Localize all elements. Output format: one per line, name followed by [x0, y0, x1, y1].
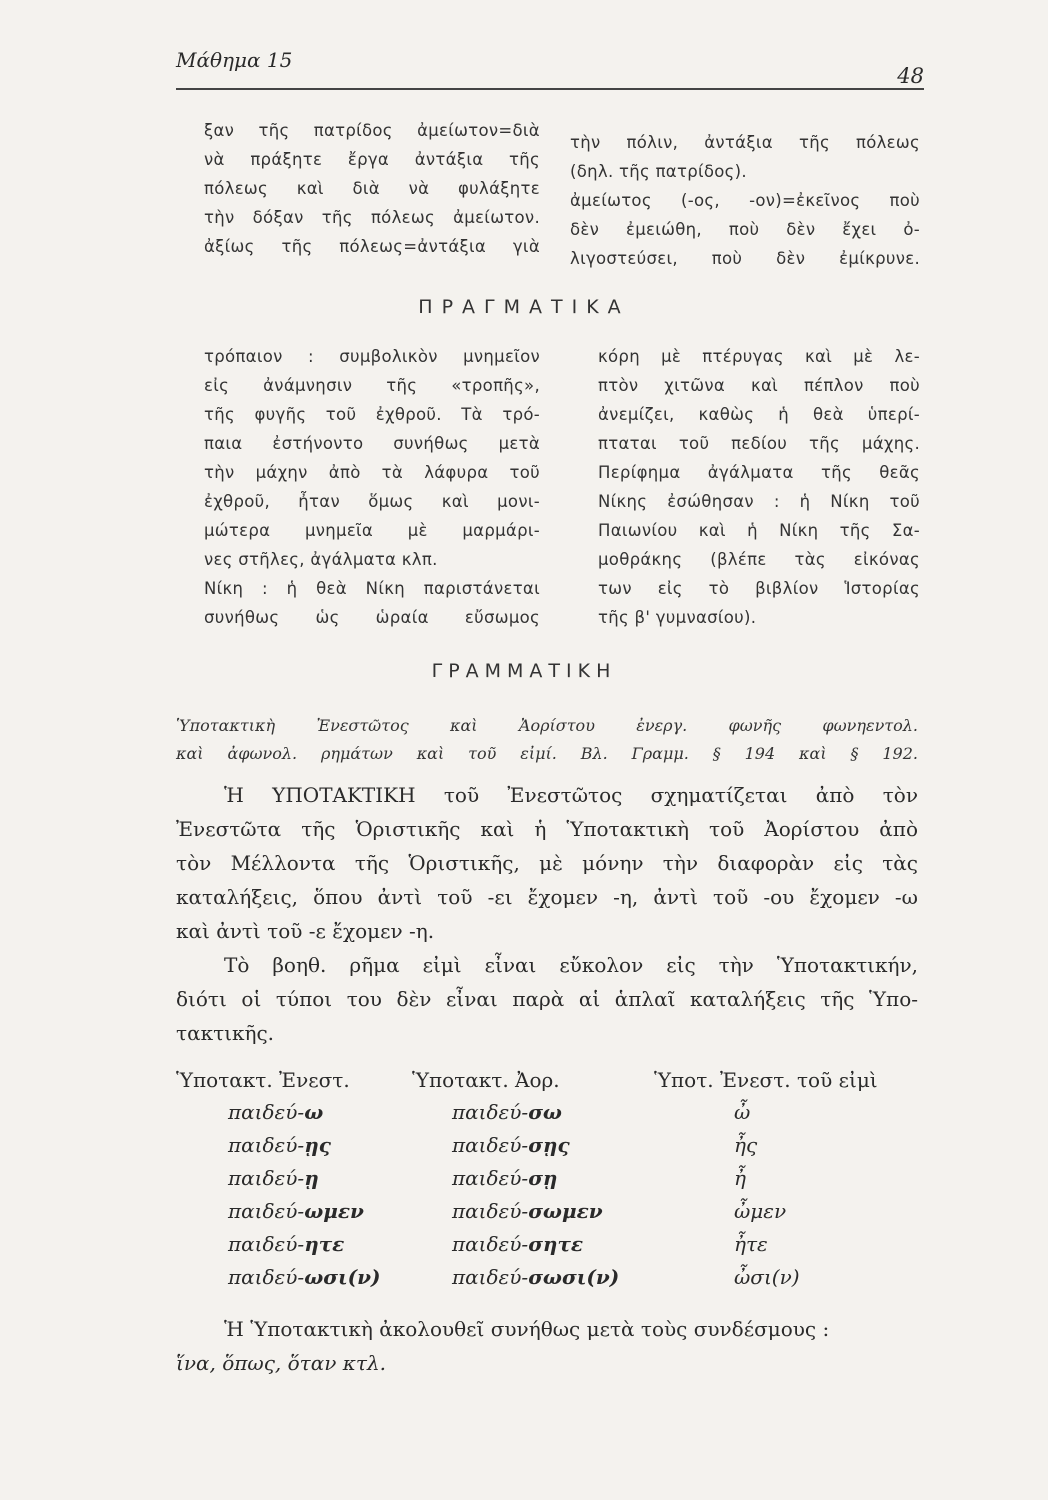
form-ending: σητε [528, 1232, 584, 1256]
table-cell [412, 1228, 619, 1261]
pragmatika-right-line: πτὸν χιτῶνα καὶ πέπλον ποὺ [598, 376, 920, 395]
pragmatika-right-line: ἀνεμίζει, καθὼς ἡ θεὰ ὑπερί- [598, 405, 920, 424]
form-ending: ῃς [304, 1133, 331, 1157]
table-cell [412, 1096, 619, 1129]
form-stem: παιδεύ- [228, 1199, 305, 1223]
table-column-present [176, 1064, 380, 1294]
pragmatika-right-line: Περίφημα ἀγάλματα τῆς θεᾶς [598, 463, 920, 482]
grammar-note [176, 712, 918, 768]
form-stem: παιδεύ- [452, 1166, 529, 1190]
grammar-note-line: Ὑποτακτικὴ Ἐνεστῶτος καὶ Ἀορίστου ἐνεργ. φωνῆς φωνηεντολ. [176, 716, 918, 735]
table-cell [176, 1195, 380, 1228]
form-stem: παιδεύ- [228, 1232, 305, 1256]
pragmatika-right-line: Νίκης ἐσώθησαν : ἡ Νίκη τοῦ [598, 492, 920, 511]
table-cell: ὦμεν [734, 1199, 787, 1223]
table-cell: ὦ [734, 1100, 751, 1124]
paragraph-line: καὶ ἀντὶ τοῦ -ε ἔχομεν -η. [176, 919, 435, 943]
table-column-aorist [412, 1064, 619, 1294]
table-cell: ἦς [734, 1133, 758, 1157]
pragmatika-right-column [598, 342, 920, 632]
table-cell [412, 1162, 619, 1195]
pragmatika-left-line: τὴν μάχην ἀπὸ τὰ λάφυρα τοῦ [204, 463, 540, 482]
vocab-left-line: ξαν τῆς πατρίδος ἀμείωτον=διὰ [204, 121, 540, 140]
vocab-left-line: πόλεως καὶ διὰ νὰ φυλάξητε [204, 179, 540, 198]
section-title-grammatiki: ΓΡΑΜΜΑΤΙΚΗ [431, 660, 617, 682]
pragmatika-left-line: ἐχθροῦ, ἦταν ὅμως καὶ μονι- [204, 492, 540, 511]
vocab-left-column [204, 116, 540, 261]
table-cell [176, 1228, 380, 1261]
table-cell: ἦτε [734, 1232, 768, 1256]
vocab-left-line: νὰ πράξητε ἔργα ἀντάξια τῆς [204, 150, 540, 169]
grammar-paragraph-1 [176, 778, 918, 948]
paragraph-line: τακτικῆς. [176, 1021, 275, 1045]
form-stem: παιδεύ- [228, 1133, 305, 1157]
pragmatika-right-line: τῆς β' γυμνασίου). [598, 608, 757, 627]
paragraph-line: Ἐνεστῶτα τῆς Ὁριστικῆς καὶ ἡ Ὑποτακτικὴ τοῦ Ἀορίστου ἀπὸ [176, 817, 918, 841]
page-header [176, 48, 924, 88]
vocab-right-line: (δηλ. τῆς πατρίδος). [570, 162, 747, 181]
vocab-right-line: λιγοστεύσει, ποὺ δὲν ἐμίκρυνε. [570, 249, 920, 268]
paragraph-line: Τὸ βοηθ. ρῆμα εἰμὶ εἶναι εὔκολον εἰς τὴν Ὑποτακτικήν, [224, 953, 918, 977]
vocab-right-column [570, 128, 920, 273]
form-ending: σωμεν [528, 1199, 603, 1223]
form-ending: σῃ [528, 1166, 558, 1190]
page-number: 48 [897, 64, 924, 88]
form-ending: ητε [304, 1232, 345, 1256]
form-stem: παιδεύ- [452, 1100, 529, 1124]
form-ending: σωσι(ν) [528, 1265, 620, 1289]
table-header: Ὑποτακτ. Ἐνεστ. [176, 1068, 350, 1092]
table-cell [176, 1096, 380, 1129]
table-cell [412, 1129, 619, 1162]
closing-line: ἵνα, ὅπως, ὅταν κτλ. [176, 1351, 386, 1375]
form-stem: παιδεύ- [452, 1265, 529, 1289]
pragmatika-left-line: τρόπαιον : συμβολικὸν μνημεῖον [204, 347, 540, 366]
pragmatika-right-line: κόρη μὲ πτέρυγας καὶ μὲ λε- [598, 347, 920, 366]
form-stem: παιδεύ- [452, 1232, 529, 1256]
pragmatika-left-line: συνήθως ὡς ὡραία εὔσωμος [204, 608, 540, 627]
lesson-title: Μάθημα 15 [176, 48, 293, 72]
form-ending: ωσι(ν) [304, 1265, 381, 1289]
section-title-pragmatika: ΠΡΑΓΜΑΤΙΚΑ [418, 296, 630, 318]
paragraph-line: τὸν Μέλλοντα τῆς Ὁριστικῆς, μὲ μόνην τὴν διαφορὰν εἰς τὰς [176, 851, 918, 875]
pragmatika-left-line: παια ἐστήνοντο συνήθως μετὰ [204, 434, 540, 453]
pragmatika-left-line: εἰς ἀνάμνησιν τῆς «τροπῆς», [204, 376, 540, 395]
grammar-paragraph-2 [176, 948, 918, 1050]
table-header: Ὑποτ. Ἐνεστ. τοῦ εἰμὶ [654, 1068, 878, 1092]
pragmatika-right-line: πταται τοῦ πεδίου τῆς μάχης. [598, 434, 920, 453]
header-rule [176, 88, 924, 90]
paragraph-line: διότι οἱ τύποι του δὲν εἶναι παρὰ αἱ ἁπλαῖ καταλήξεις τῆς Ὑπο- [176, 987, 918, 1011]
vocab-right-line: ἀμείωτος (-ος, -ον)=ἐκεῖνος ποὺ [570, 191, 920, 210]
table-cell [412, 1261, 619, 1294]
table-cell [176, 1261, 380, 1294]
conjugation-table [176, 1064, 918, 1304]
table-cell [176, 1129, 380, 1162]
table-cell: ἦ [734, 1166, 746, 1190]
form-ending: ωμεν [304, 1199, 364, 1223]
form-ending: σῃς [528, 1133, 570, 1157]
table-cell: ὦσι(ν) [734, 1265, 800, 1289]
table-header: Ὑποτακτ. Ἀορ. [412, 1068, 560, 1092]
vocab-right-line: δὲν ἐμειώθη, ποὺ δὲν ἔχει ὀ- [570, 220, 920, 239]
pragmatika-left-line: νες στῆλες, ἀγάλματα κλπ. [204, 550, 438, 569]
form-stem: παιδεύ- [228, 1265, 305, 1289]
vocab-right-line: τὴν πόλιν, ἀντάξια τῆς πόλεως [570, 133, 920, 152]
table-column-eimi [654, 1064, 878, 1294]
form-stem: παιδεύ- [228, 1166, 305, 1190]
paragraph-line: καταλήξεις, ὅπου ἀντὶ τοῦ -ει ἔχομεν -η, ἀντὶ τοῦ -ου ἔχομεν -ω [176, 885, 918, 909]
pragmatika-left-line: μώτερα μνημεῖα μὲ μαρμάρι- [204, 521, 540, 540]
pragmatika-right-line: μοθράκης (βλέπε τὰς εἰκόνας [598, 550, 920, 569]
closing-remark [176, 1312, 918, 1380]
form-ending: ῃ [304, 1166, 319, 1190]
pragmatika-left-column [204, 342, 540, 632]
pragmatika-right-line: Παιωνίου καὶ ἡ Νίκη τῆς Σα- [598, 521, 920, 540]
pragmatika-right-line: των εἰς τὸ βιβλίον Ἱστορίας [598, 579, 920, 598]
form-stem: παιδεύ- [452, 1133, 529, 1157]
pragmatika-left-line: τῆς φυγῆς τοῦ ἐχθροῦ. Τὰ τρό- [204, 405, 540, 424]
paragraph-line: Ἡ ΥΠΟΤΑΚΤΙΚΗ τοῦ Ἐνεστῶτος σχηματίζεται ἀπὸ τὸν [224, 783, 918, 807]
vocab-left-line: ἀξίως τῆς πόλεως=ἀντάξια γιὰ [204, 237, 540, 256]
form-ending: ω [304, 1100, 324, 1124]
table-cell [176, 1162, 380, 1195]
closing-line: Ἡ Ὑποτακτικὴ ἀκολουθεῖ συνήθως μετὰ τοὺς συνδέσμους : [224, 1317, 830, 1341]
table-cell [412, 1195, 619, 1228]
grammar-note-line: καὶ ἀφωνολ. ρημάτων καὶ τοῦ εἰμί. Βλ. Γραμμ. § 194 καὶ § 192. [176, 744, 918, 763]
form-ending: σω [528, 1100, 562, 1124]
pragmatika-left-line: Νίκη : ἡ θεὰ Νίκη παριστάνεται [204, 579, 540, 598]
form-stem: παιδεύ- [228, 1100, 305, 1124]
vocab-left-line: τὴν δόξαν τῆς πόλεως ἀμείωτον. [204, 208, 540, 227]
form-stem: παιδεύ- [452, 1199, 529, 1223]
